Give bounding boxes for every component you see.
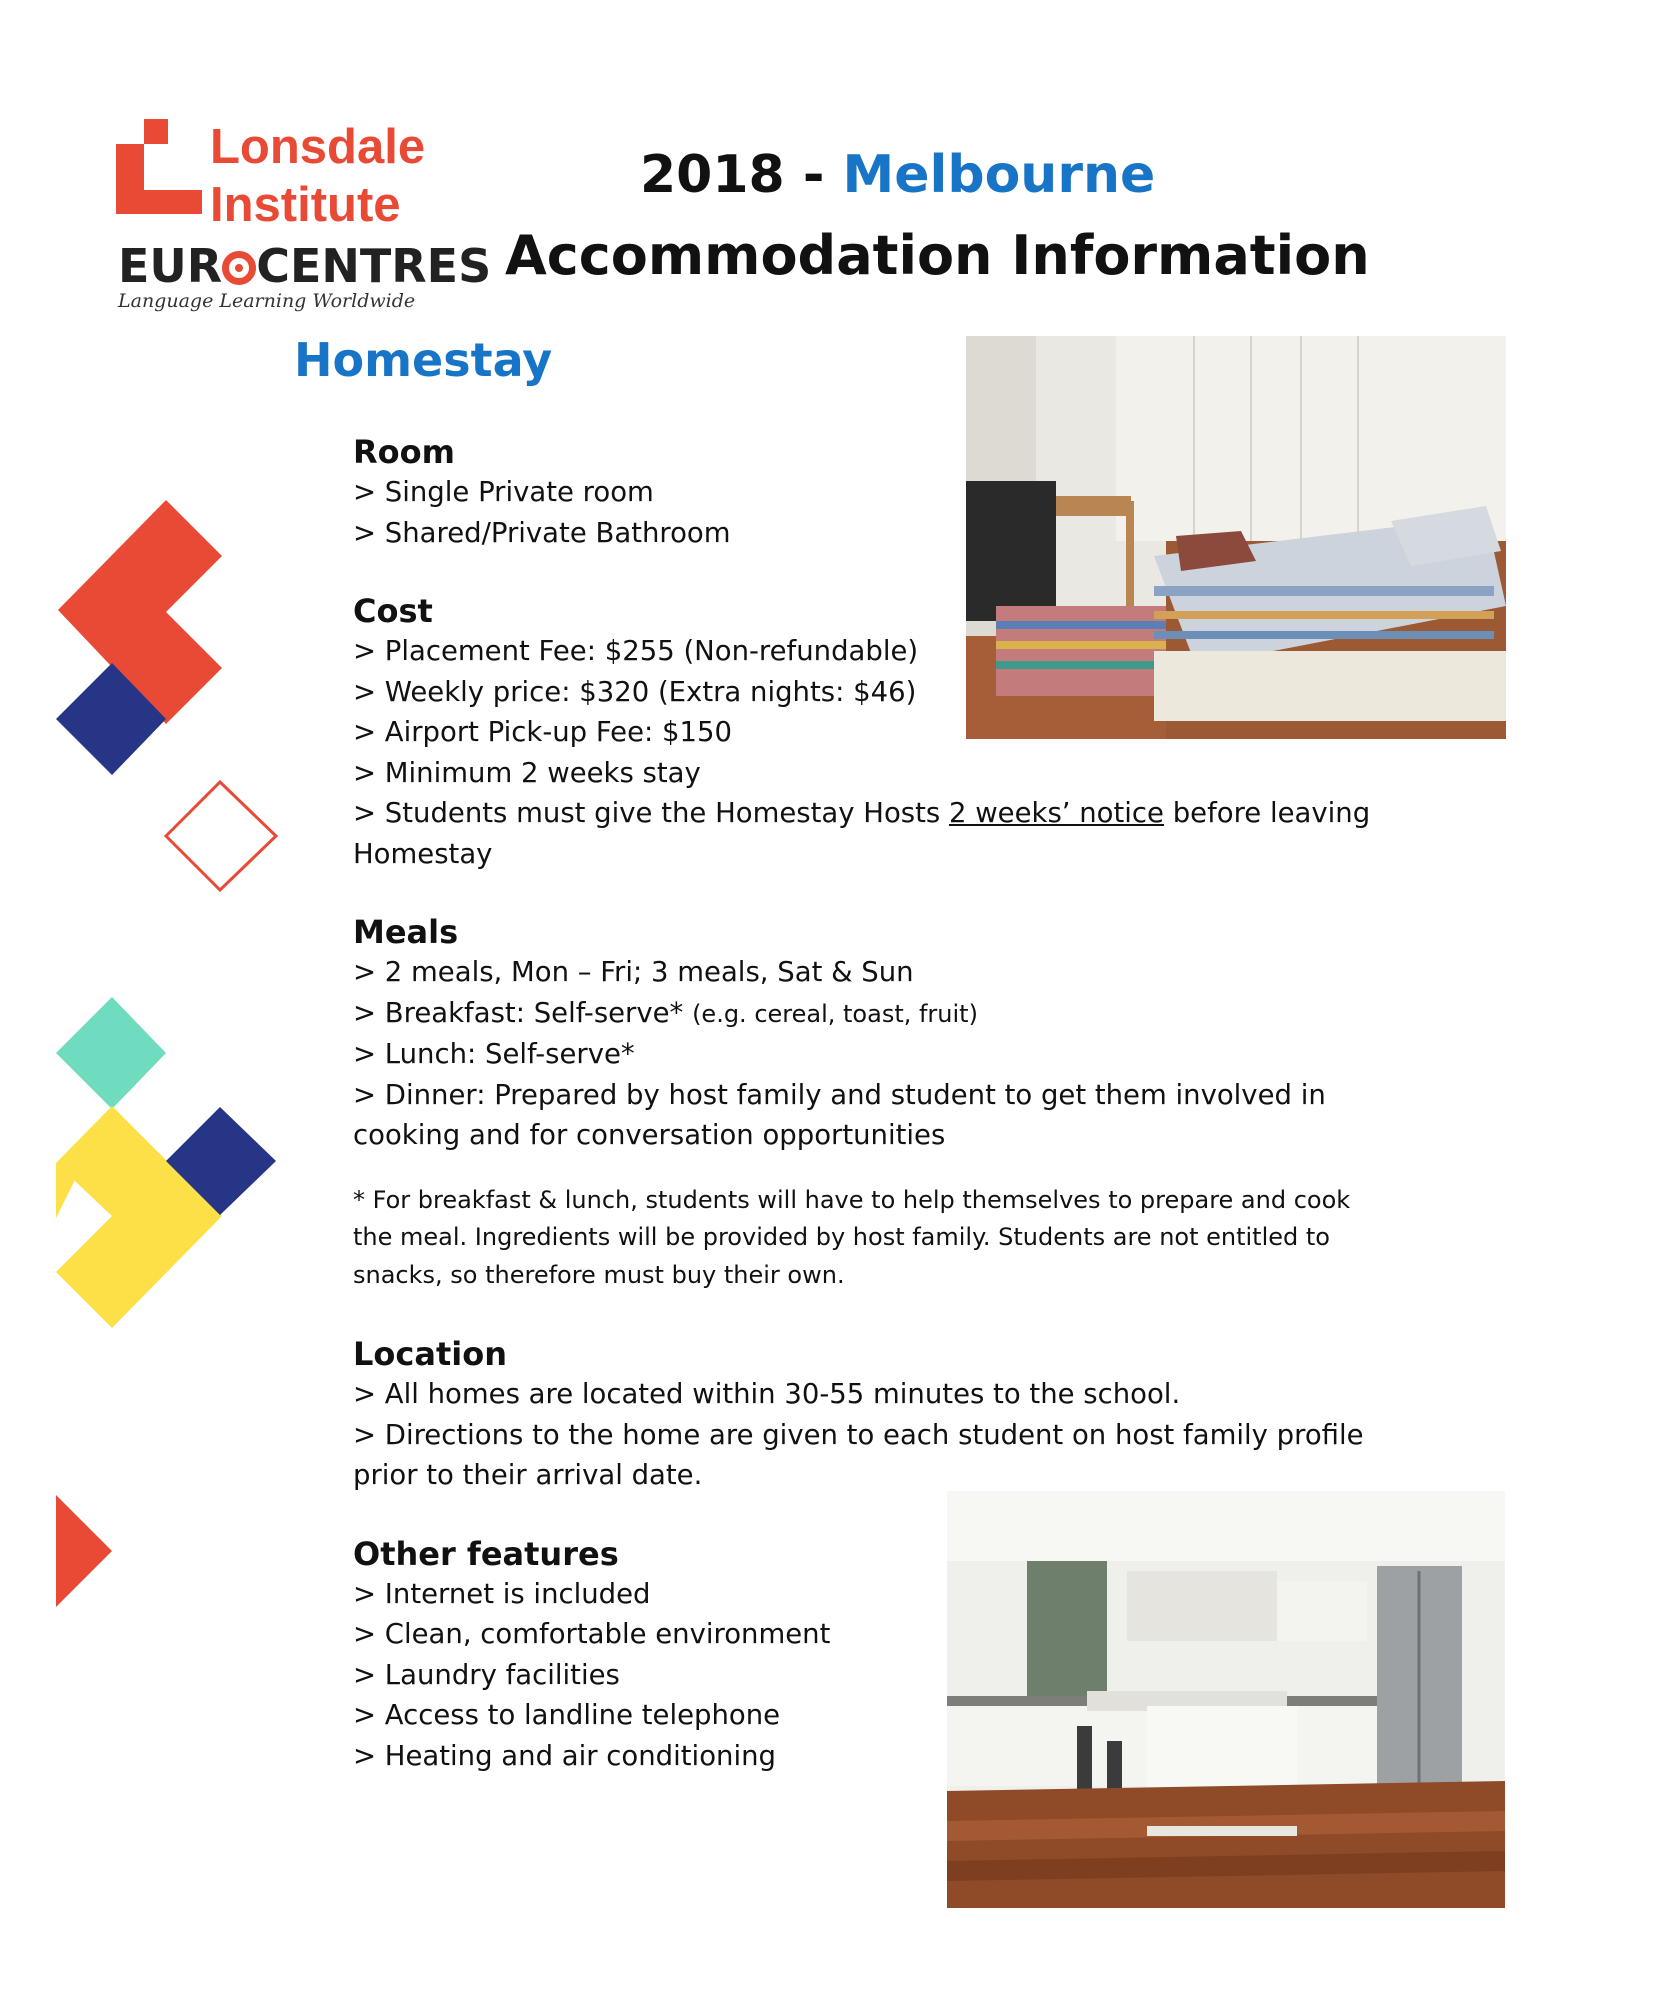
- location-heading: Location: [353, 1335, 507, 1373]
- eurocentres-post: CENTRES: [256, 239, 492, 293]
- eurocentres-o-icon: [222, 251, 256, 285]
- eurocentres-tagline: Language Learning Worldwide: [118, 290, 416, 312]
- section-title-homestay: Homestay: [294, 333, 553, 387]
- lonsdale-wordmark: [210, 118, 425, 234]
- meals-heading: Meals: [353, 913, 459, 951]
- list-item: > Dinner: Prepared by host family and student to get them involved in cooking and for conversation opportunities: [353, 1078, 1326, 1151]
- teal-diamond-shape: [56, 997, 166, 1109]
- notice-post: before leaving Homestay: [353, 797, 1371, 870]
- title-city: Melbourne: [842, 145, 1156, 205]
- list-item: > All homes are located within 30-55 minutes to the school.: [353, 1378, 1181, 1410]
- decorative-shapes-left: [0, 480, 300, 1630]
- list-item: > Lunch: Self-serve*: [353, 1038, 635, 1070]
- meals-footnote: * For breakfast & lunch, students will have to help themselves to prepare and cook the meal. Ingredients will be provided by host family. Students are not entitled to snacks, so therefore must buy their own.: [353, 1185, 1351, 1289]
- page-subtitle: Accommodation Information: [505, 224, 1370, 287]
- eurocentres-wordmark: [118, 241, 491, 291]
- list-item: > Weekly price: $320 (Extra nights: $46): [353, 675, 917, 708]
- other-features-heading: Other features: [353, 1534, 619, 1573]
- red-outline-diamond-shape: [166, 782, 276, 890]
- red-triangle-shape: [56, 1495, 112, 1607]
- list-item: > Minimum 2 weeks stay: [353, 756, 701, 789]
- room-section: [353, 432, 1383, 553]
- lonsdale-line1: Lonsdale: [210, 120, 426, 174]
- location-section: [353, 1334, 1383, 1496]
- breakfast-main: > Breakfast: Self-serve*: [353, 996, 693, 1029]
- breakfast-examples: (e.g. cereal, toast, fruit): [692, 999, 978, 1028]
- list-item: > Access to landline telephone: [353, 1699, 781, 1731]
- breakfast-item: [353, 993, 1383, 1035]
- title-year: 2018 -: [640, 145, 843, 205]
- list-item: > Laundry facilities: [353, 1658, 620, 1691]
- eurocentres-pre: EUR: [118, 239, 223, 293]
- notice-underlined: 2 weeks’ notice: [948, 797, 1164, 829]
- cost-section: [353, 591, 1383, 874]
- lonsdale-logo-mark: [116, 119, 202, 214]
- list-item: > Shared/Private Bathroom: [353, 516, 731, 549]
- other-features-section: [353, 1534, 1383, 1777]
- page-title-year-city: [640, 145, 1155, 205]
- red-chevron-shape: [58, 500, 222, 724]
- list-item: > Single Private room: [353, 476, 654, 508]
- list-item: > Placement Fee: $255 (Non-refundable): [353, 635, 919, 667]
- list-item: > Heating and air conditioning: [353, 1739, 776, 1772]
- list-item: > 2 meals, Mon – Fri; 3 meals, Sat & Sun: [353, 956, 914, 988]
- list-item: > Airport Pick-up Fee: $150: [353, 716, 733, 748]
- room-heading: Room: [353, 433, 455, 471]
- meals-section: [353, 912, 1383, 1156]
- list-item: > Clean, comfortable environment: [353, 1618, 831, 1650]
- notice-item: [353, 793, 1383, 874]
- cost-heading: Cost: [353, 592, 433, 630]
- list-item: > Internet is included: [353, 1577, 651, 1610]
- notice-pre: > Students must give the Homestay Hosts: [353, 797, 949, 829]
- list-item: > Directions to the home are given to each student on host family profile prior to their arrival date.: [353, 1418, 1364, 1491]
- lonsdale-line2: Institute: [210, 178, 401, 232]
- homestay-details: [353, 432, 1383, 1814]
